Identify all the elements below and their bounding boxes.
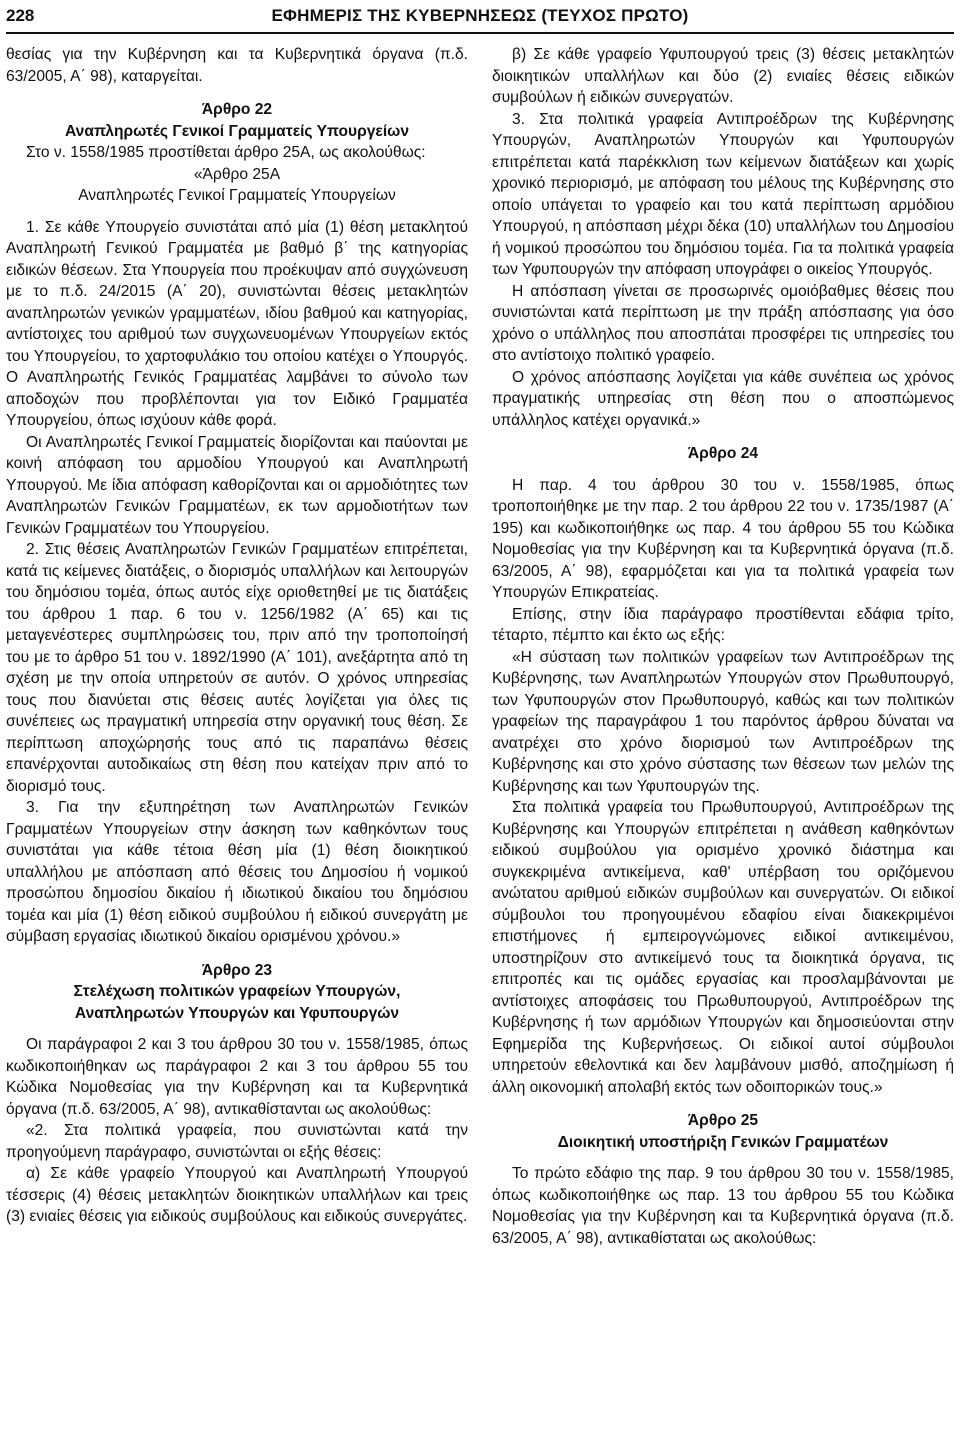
left-column-paragraph: 2. Στις θέσεις Αναπληρωτών Γενικών Γραμματέων επιτρέπεται, κατά τις κείμενες διατάξεις, ο διορισμός υπαλλήλων και λειτουργών του δημόσιου τομέα, όπως αυτός είχε οριοθετηθεί με τις διατάξεις του άρθρου 1 παρ. 6 του ν. 1256/1982 (Α΄ 65) και τις μεταγενέστερες συμπληρώσεις του, πριν από την τροποποίησή του με το άρθρο 51 του ν. 1892/1990 (Α΄ 101), ανεξάρτητα από τη σχέση με την οποία υπηρετούν σε αυτόν. Ο χρόνος υπηρεσίας τους που διανύεται στις θέσεις αυτές λογίζεται για όλες τις συνέπειες ως πραγματική υπηρεσία στην οργανική τους θέση. Σε περίπτωση αποχώρησής τους από τις παραπάνω θέσεις επανέρχονται αυτοδικαίως στη θέση που κατείχαν πριν από το διορισμό τους. [6,541,468,795]
right-column-heading: Άρθρο 25 [687,1112,759,1129]
right-column [492,44,954,1249]
right-column-heading: Διοικητική υποστήριξη Γενικών Γραμματέων [557,1133,889,1151]
left-column-paragraph: Οι Αναπληρωτές Γενικοί Γραμματείς διορίζονται και παύονται με κοινή απόφαση του αρμοδίου Υπουργού και Αναπληρωτή Υπουργού. Με ίδια απόφαση καθορίζονται και οι αρμοδιότητες των Αναπληρωτών Γενικών Γραμματέων, εκ των αρμοδιοτήτων των Γενικών Γραμματέων του Υπουργείου. [6,433,468,537]
left-column-paragraph: «2. Στα πολιτικά γραφεία, που συνιστώνται κατά την προηγούμενη παράγραφο, συνιστώνται οι εξής θέσεις: [6,1122,468,1161]
left-column-paragraph: Οι παράγραφοι 2 και 3 του άρθρου 30 του ν. 1558/1985, όπως κωδικοποιήθηκαν ως παράγραφοι 2 και 3 του άρθρου 55 του Κώδικα Νομοθεσίας για την Κυβέρνηση και τα Κυβερνητικά όργανα (π.δ. 63/2005, Α΄ 98), αντικαθίστανται ως ακολούθως: [6,1036,468,1118]
page-number: 228 [6,6,35,25]
right-column-paragraph: Ο χρόνος απόσπασης λογίζεται για κάθε συνέπεια ως χρόνος πραγματικής υπηρεσίας στη θέση που ο αποσπώμενος υπάλληλος κατέχει οργανικά.» [492,368,954,429]
right-column-paragraph: Το πρώτο εδάφιο της παρ. 9 του άρθρου 30 του ν. 1558/1985, όπως κωδικοποιήθηκε ως παρ. 13 του άρθρου 55 του Κώδικα Νομοθεσίας για την Κυβέρνηση και τα Κυβερνητικά όργανα (π.δ. 63/2005, Α΄ 98), αντικαθίσταται ως ακολούθως: [492,1165,954,1247]
left-column-heading: Αναπληρωτές Γενικοί Γραμματείς Υπουργείων [78,187,396,204]
left-column-heading: Αναπληρωτών Υπουργών και Υφυπουργών [74,1004,400,1022]
left-column-heading: Αναπληρωτές Γενικοί Γραμματείς Υπουργείων [65,122,409,140]
right-column-paragraph: β) Σε κάθε γραφείο Υφυπουργού τρεις (3) θέσεις μετακλητών διοικητικών υπαλλήλων και δύο (2) ενιαίες θέσεις ειδικών συμβούλων ή ειδικών συνεργατών. [492,46,954,106]
left-column [6,44,468,1228]
left-column-paragraph: α) Σε κάθε γραφείο Υπουργού και Αναπληρωτή Υπουργού τέσσερις (4) θέσεις μετακλητών διοικητικών υπαλλήλων και τρεις (3) ενιαίες θέσεις για ειδικούς συμβούλους και ειδικούς συνεργάτες. [6,1165,468,1225]
left-column-heading: Στελέχωση πολιτικών γραφείων Υπουργών, [73,983,401,1000]
left-column-paragraph: 3. Για την εξυπηρέτηση των Αναπληρωτών Γενικών Γραμματέων Υπουργείων στην άσκηση των καθηκόντων τους συνιστάται για κάθε τέτοια θέση μία (1) θέση διοικητικού υπαλλήλου με απόσπαση από θέσεις του Δημοσίου ή νομικού προσώπου δημοσίου δικαίου ή ιδιωτικού δικαίου του δημόσιου τομέα και μία (1) θέση ειδικού συμβούλου ή ειδικού συνεργάτη με σύμβαση εργασίας ιδιωτικού δικαίου ορισμένου χρόνου.» [6,799,468,945]
right-column-paragraph: 3. Στα πολιτικά γραφεία Αντιπροέδρων της Κυβέρνησης Υπουργών, Αναπληρωτών Υπουργών και Υφυπουργών επιτρέπεται κατά παρέκκλιση των κείμενων διατάξεων και χωρίς χρονικό περιορισμό, με απόφαση του μέλους της Κυβέρνησης στο οποίο υπάγεται το γραφείο και του κατά περίπτωση αρμόδιου Υπουργού, η απόσπαση μέχρι δέκα (10) υπαλλήλων του Δημοσίου ή νομικού προσώπου του δημόσιου τομέα. Για τα πολιτικά γραφεία των Υφυπουργών την απόφαση υπογράφει ο οικείος Υπουργός. [492,110,954,278]
header-rule [6,32,954,34]
right-column-heading: Άρθρο 24 [687,445,759,462]
page-header [6,2,954,30]
left-column-paragraph: 1. Σε κάθε Υπουργείο συνιστάται από μία (1) θέση μετακλητού Αναπληρωτή Γενικού Γραμματέα με βαθμό β΄ της κατηγορίας ειδικών θέσεων. Στα Υπουργεία που προέκυψαν από συγχώνευση με το π.δ. 24/2015 (Α΄ 20), συνιστώνται θέσεις μετακλητών αναπληρωτών γενικών γραμματέων, ιδίου βαθμού και κατηγορίας, αντίστοιχες του αριθμού των συγχωνευομένων Υπουργείων εκτός του Υπουργείου, το χαρτοφυλάκιο του οποίου κατέχει ο Υπουργός. Ο Αναπληρωτής Γενικός Γραμματέας λαμβάνει το σύνολο των αποδοχών που προβλέπονται για τον Ειδικό Γραμματέα Υπουργείου, όπως ισχύουν κάθε φορά. [6,218,468,429]
left-column-heading: Άρθρο 22 [201,101,273,118]
left-column-heading: «Άρθρο 25Α [193,165,281,183]
left-column-paragraph: θεσίας για την Κυβέρνηση και τα Κυβερνητικά όργανα (π.δ. 63/2005, Α΄ 98), καταργείται. [6,46,468,85]
right-column-paragraph: Επίσης, στην ίδια παράγραφο προστίθενται εδάφια τρίτο, τέταρτο, πέμπτο και έκτο ως εξής: [492,605,954,644]
right-column-paragraph: Η απόσπαση γίνεται σε προσωρινές ομοιόβαθμες θέσεις που συνιστώνται κατά περίπτωση με την πράξη απόσπασης για όσο χρόνο ο υπάλληλος που αποσπάται προσφέρει τις υπηρεσίες του στο αντίστοιχο πολιτικό γραφείο. [492,282,954,364]
left-column-heading: Άρθρο 23 [201,961,273,979]
running-title: ΕΦΗΜΕΡΙΣ ΤΗΣ ΚΥΒΕΡΝΗΣΕΩΣ (ΤΕΥΧΟΣ ΠΡΩΤΟ) [271,6,689,25]
right-column-paragraph: «Η σύσταση των πολιτικών γραφείων των Αντιπροέδρων της Κυβέρνησης, των Αναπληρωτών Υπουργών στον Πρωθυπουργό, των Υφυπουργών στον Πρωθυπουργό, καθώς και των πολιτικών γραφείων της παραγράφου 1 του παρόντος άρθρου δύναται να ανατρέχει στο χρόνο διορισμού των Αντιπροέδρων της Κυβέρνησης και στο χρόνο σύστασης των θέσεων των μελών της Κυβέρνησης και των Υφυπουργών της. [492,648,954,795]
right-column-paragraph: Η παρ. 4 του άρθρου 30 του ν. 1558/1985, όπως τροποποιήθηκε με την παρ. 2 του άρθρου 22 του ν. 1735/1987 (Α΄ 195) και κωδικοποιήθηκε ως παρ. 4 του άρθρου 55 του Κώδικα Νομοθεσίας για την Κυβέρνηση και τα Κυβερνητικά όργανα (π.δ. 63/2005, Α΄ 98), εφαρμόζεται και για τα πολιτικά γραφεία των Υπουργών Επικρατείας. [492,476,954,601]
left-column-paragraph: Στο ν. 1558/1985 προστίθεται άρθρο 25Α, ως ακολούθως: [26,144,426,161]
right-column-paragraph: Στα πολιτικά γραφεία του Πρωθυπουργού, Αντιπροέδρων της Κυβέρνησης και Υπουργών επιτρέπεται η ανάθεση καθηκόντων ειδικού συμβούλου για ορισμένο χρονικό διάστημα και συγκεκριμένα αντικείμενα, καθ' υπέρβαση του οριζόμενου ανώτατου αριθμού ειδικών συμβούλων και συνεργατών. Οι ειδικοί σύμβουλοι του προηγουμένου εδαφίου είναι διακεκριμένοι επιστήμονες ή εμπειρογνώμονες ειδικοί αντικειμένου, υποστηρίζουν στο αντικείμενό τους τα διοικητικά όργανα, τις επιτροπές και τις ομάδες εργασίας και προσλαμβάνονται με αντίστοιχες αποφάσεις του Πρωθυπουργού, Αντιπροέδρων της Κυβέρνησης ή των αρμόδιων Υπουργών και δημοσιεύονται στην Εφημερίδα της Κυβερνήσεως. Οι ειδικοί αυτοί σύμβουλοι υπηρετούν εθελοντικά και δεν λαμβάνουν μισθό, αποζημίωση ή άλλη οικονομική απολαβή εκτός των οδοιπορικών τους.» [492,799,954,1096]
